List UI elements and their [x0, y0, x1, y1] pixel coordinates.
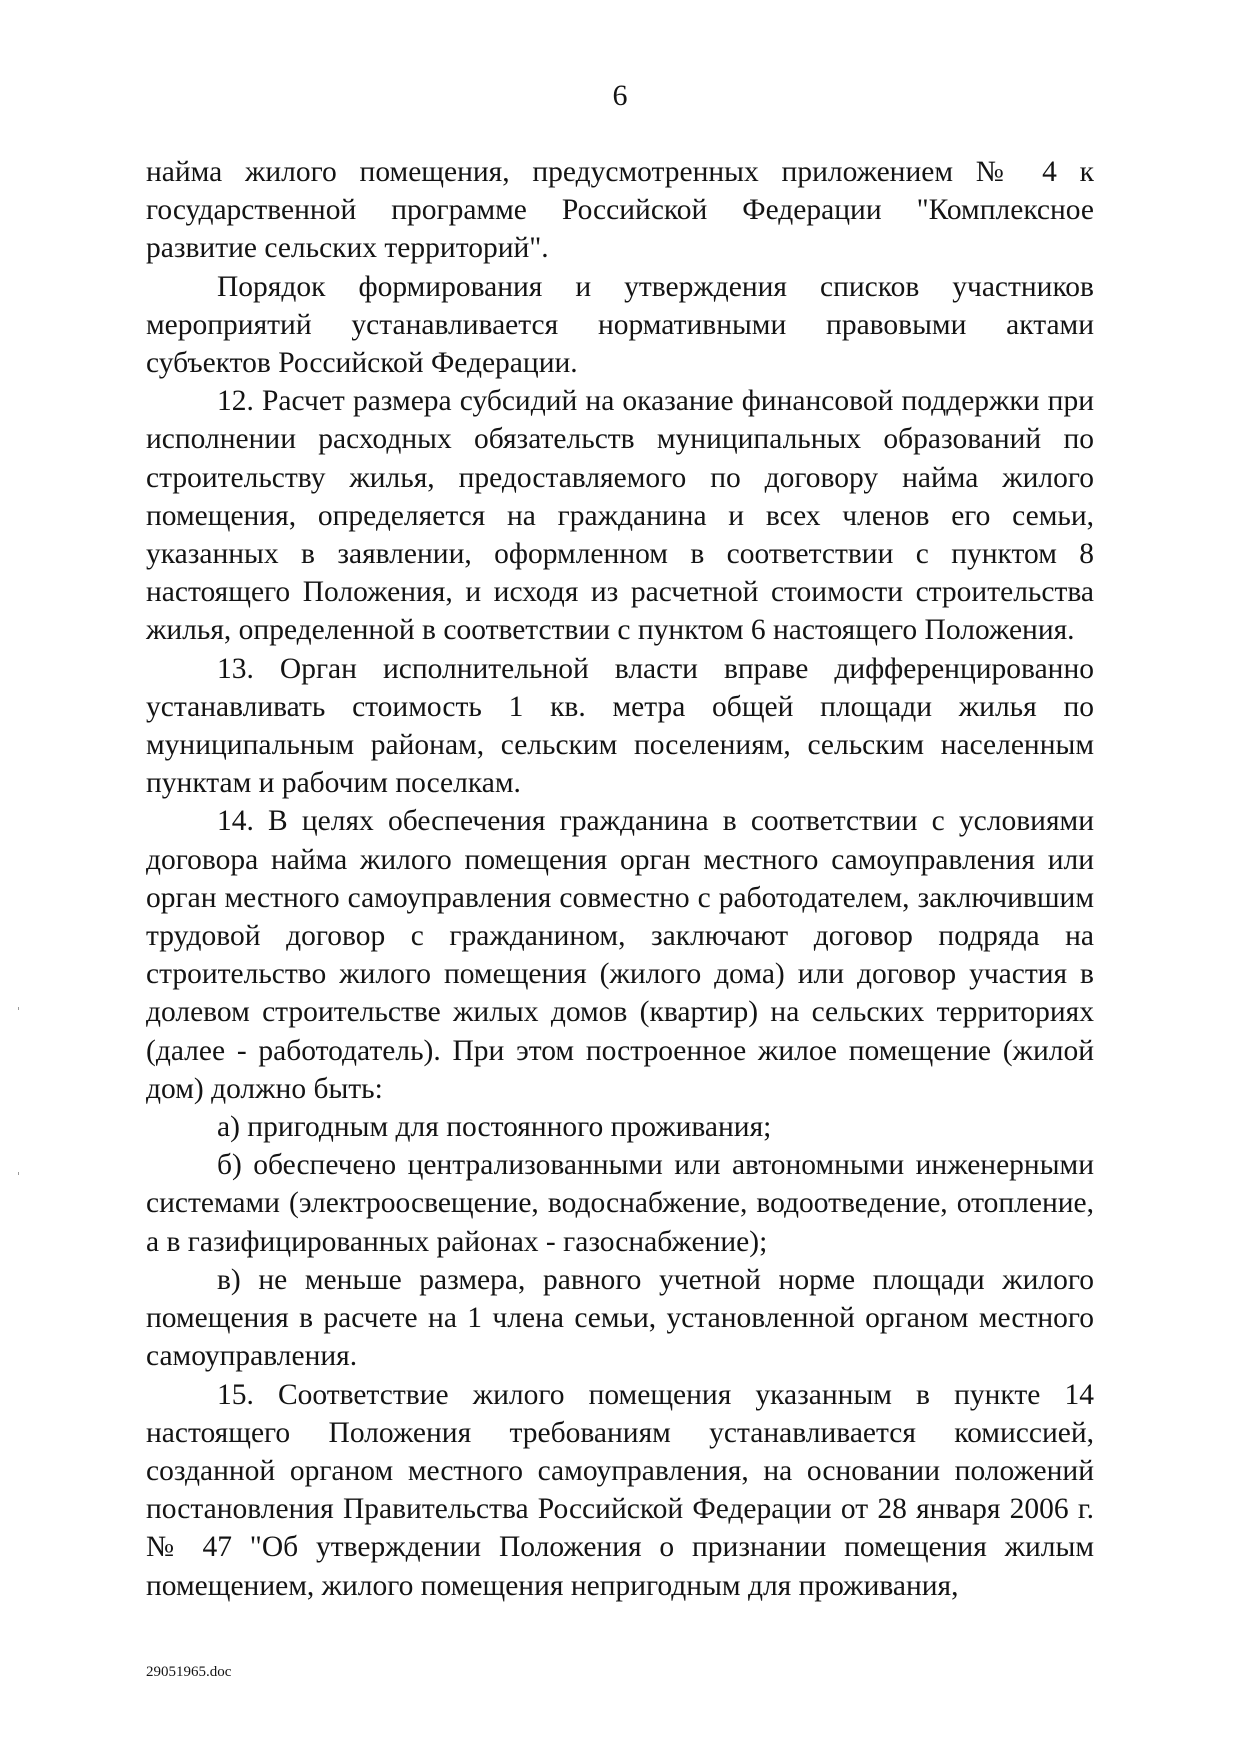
- paragraph-item-14: 14. В целях обеспечения гражданина в соответствии с условиями договора найма жилого помещения орган местного самоуправления или орган местного самоуправления совместно с работодателем, заключившим трудовой договор с гражданином, заключают договор подряда на строительство жилого помещения (жилого дома) или договор участия в долевом строительстве жилых домов (квартир) на сельских территориях (далее - работодатель). При этом построенное жилое помещение (жилой дом) должно быть:: [146, 805, 1094, 1105]
- paragraph-subitem-a: а) пригодным для постоянного проживания;: [217, 1111, 772, 1144]
- footer-filename: 29051965.doc: [146, 1664, 232, 1680]
- scan-artifact-mark: [18, 1172, 19, 1175]
- paragraph-item-12: 12. Расчет размера субсидий на оказание финансовой поддержки при исполнении расходных обязательств муниципальных образований по строительству жилья, предоставляемого по договору найма жилого помещения, определяется на гражданина и всех членов его семьи, указанных в заявлении, оформленном в соответствии с пунктом 8 настоящего Положения, и исходя из расчетной стоимости строительства жилья, определенной в соответствии с пунктом 6 настоящего Положения.: [146, 385, 1094, 647]
- paragraph-list-order: Порядок формирования и утверждения списков участников мероприятий устанавливается нормативными правовыми актами субъектов Российской Федерации.: [146, 270, 1094, 380]
- paragraph-subitem-v: в) не меньше размера, равного учетной норме площади жилого помещения в расчете на 1 члена семьи, установленной органом местного самоуправления.: [146, 1263, 1094, 1373]
- scan-artifact-mark: [18, 1007, 19, 1010]
- page-number: 6: [612, 79, 628, 112]
- paragraph-item-13: 13. Орган исполнительной власти вправе дифференцированно устанавливать стоимость 1 кв. метра общей площади жилья по муниципальным районам, сельским поселениям, сельским населенным пунктам и рабочим поселкам.: [146, 652, 1094, 800]
- paragraph-item-15: 15. Соответствие жилого помещения указанным в пункте 14 настоящего Положения требованиям устанавливается комиссией, созданной органом местного самоуправления, на основании положений постановления Правительства Российской Федерации от 28 января 2006 г. № 47 "Об утверждении Положения о признании помещения жилым помещением, жилого помещения непригодным для проживания,: [146, 1378, 1094, 1602]
- paragraph-subitem-b: б) обеспечено централизованными или автономными инженерными системами (электроосвещение, водоснабжение, водоотведение, отопление, а в газифицированных районах - газоснабжение);: [146, 1149, 1094, 1258]
- paragraph-continuation: найма жилого помещения, предусмотренных приложением № 4 к государственной программе Российской Федерации "Комплексное развитие сельских территорий".: [146, 156, 1094, 265]
- document-body: [146, 153, 1094, 1605]
